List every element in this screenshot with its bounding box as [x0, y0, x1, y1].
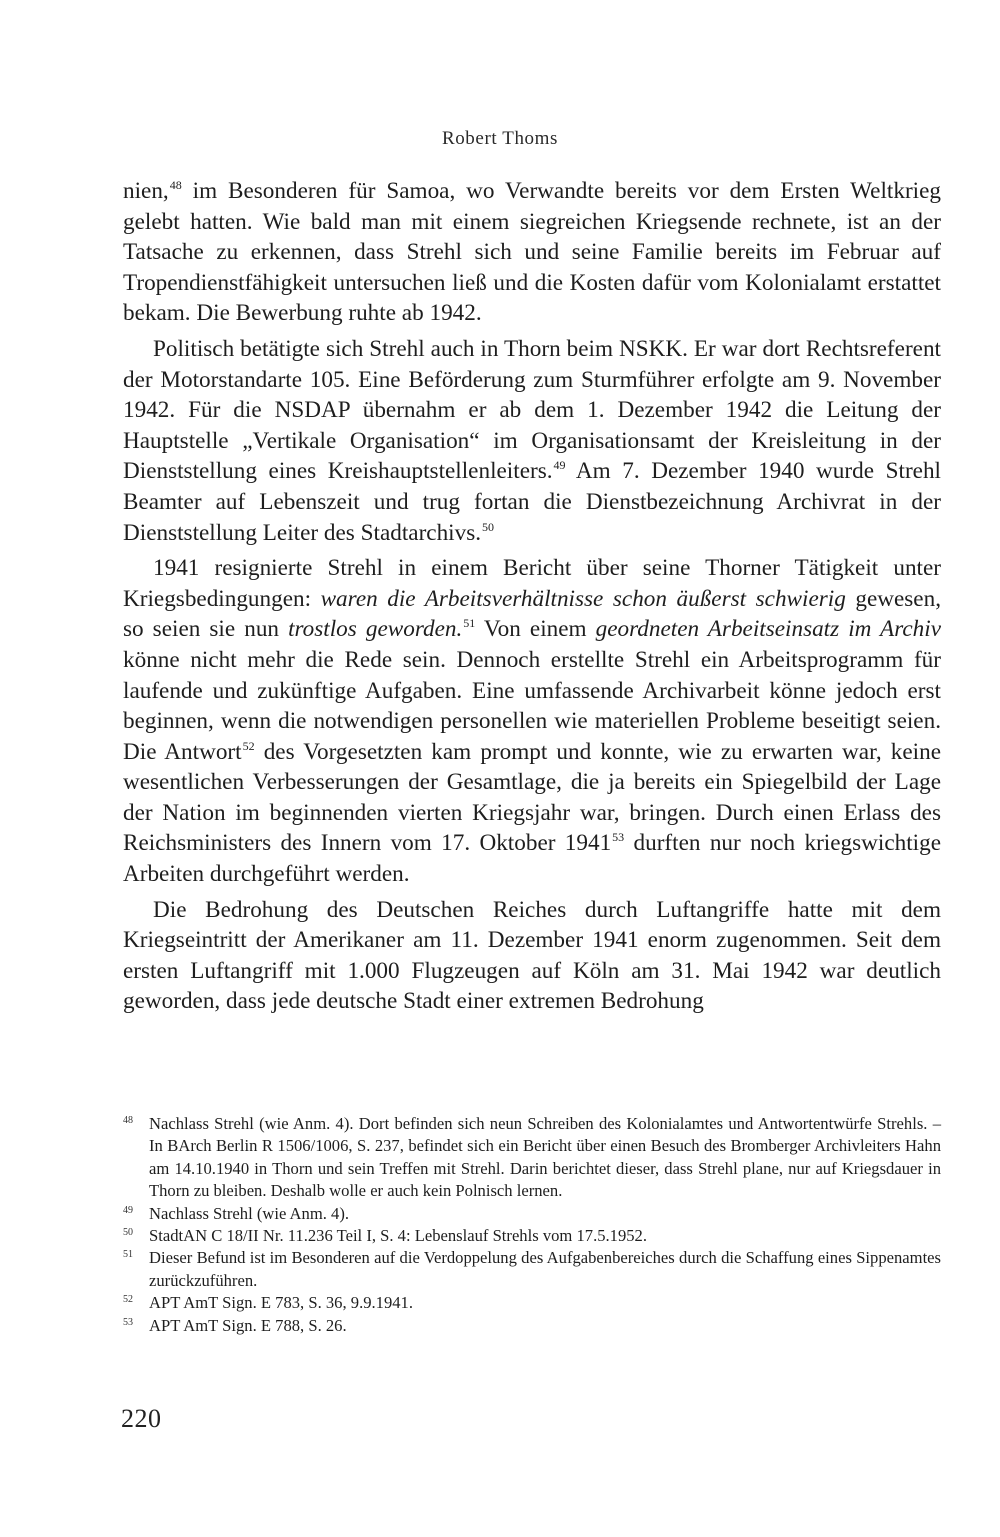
- footnotes-section: [123, 1113, 941, 1337]
- italic-quote: trostlos geworden.: [288, 616, 463, 643]
- text-span: des Vorgesetzten kam prompt und konnte, wie zu erwarten war, keine wesentlichen Verbesserungen der Gesamtlage, die ja bereits ein Spiegelbild der Lage der Nation im beginnenden vierten Kriegsjahr war, bringen. Durch einen Erlass des Reichsministers des Innern vom 17. Oktober 1941: [123, 738, 941, 857]
- footnote-ref-49[interactable]: 49: [553, 458, 566, 473]
- text-span: Politisch betätigte sich Strehl auch in Thorn beim NSKK. Er war dort Rechtsreferent der Motorstandarte 105. Eine Beförderung zum Sturmführer erfolgte am 9. November 1942. Für die NSDAP übernahm er ab dem 1. Dezember 1942 die Leitung der Hauptstelle „Vertikale Organisation“ im Organisationsamt der Kreisleitung in der Dienststellung eines Kreishauptstellenleiters.: [123, 335, 941, 485]
- footnote-number: 49: [123, 1204, 133, 1216]
- footnote-ref-50[interactable]: 50: [482, 519, 495, 534]
- paragraph-3: [123, 553, 941, 890]
- footnote-53: [123, 1315, 941, 1337]
- footnote-ref-48[interactable]: 48: [169, 178, 182, 192]
- italic-quote: geordneten Arbeitseinsatz im Archiv: [595, 616, 941, 643]
- footnote-text: APT AmT Sign. E 783, S. 36, 9.9.1941.: [149, 1293, 414, 1313]
- text-span: 1941 resignierte Strehl in einem Bericht über seine Thorner Tätigkeit unter Kriegsbedingungen:: [123, 555, 941, 612]
- footnote-number: 53: [123, 1316, 133, 1328]
- footnote-text: Nachlass Strehl (wie Anm. 4). Dort befinden sich neun Schreiben des Kolonialamtes und Antwortentwürfe Strehls. – In BArch Berlin R 1506/1006, S. 237, befindet sich ein Bericht über einen Besuch des Bromberger Archivleiters Hahn am 14.10.1940 in Thorn und sein Treffen mit Strehl. Darin berichtet dieser, dass Strehl plane, nur auf Kriegsdauer in Thorn zu bleiben. Deshalb wolle er auch kein Polnisch lernen.: [149, 1114, 941, 1201]
- text-span: Von einem: [475, 616, 596, 643]
- italic-quote: waren die Arbeitsverhältnisse schon äußerst schwierig: [320, 585, 846, 612]
- text-span: durften nur noch kriegswichtige Arbeiten durchgeführt werden.: [123, 830, 941, 888]
- page-number: 220: [121, 1404, 162, 1433]
- footnote-number: 52: [123, 1294, 133, 1306]
- text-span: könne nicht mehr die Rede sein. Dennoch erstellte Strehl ein Arbeitsprogramm für laufende und zukünftige Aufgaben. Eine umfassende Archivarbeit könne jedoch erst beginnen, wenn die notwendigen personellen wie materiellen Probleme beseitigt seien. Die Antwort: [123, 646, 941, 765]
- running-head-author: Robert Thoms: [441, 128, 559, 149]
- footnote-49: [123, 1203, 941, 1225]
- text-span: gewesen, so seien sie nun: [123, 585, 941, 643]
- text-span: nien,: [123, 178, 169, 204]
- footnote-51: [123, 1247, 941, 1292]
- text-span: Die Bedrohung des Deutschen Reiches durch Luftangriffe hatte mit dem Kriegseintritt der Amerikaner am 11. Dezember 1941 enorm zugenommen. Seit dem ersten Luftangriff mit 1.000 Flugzeugen auf Köln am 31. Mai 1942 war deutlich geworden, dass jede deutsche Stadt einer extremen Bedrohung: [123, 896, 941, 1015]
- footnote-ref-52[interactable]: 52: [242, 738, 255, 753]
- main-text: [123, 176, 941, 1017]
- footnote-52: [123, 1292, 941, 1314]
- footnote-50: [123, 1225, 941, 1247]
- footnote-number: 48: [123, 1115, 133, 1126]
- paragraph-4: [123, 895, 941, 1017]
- footnote-48: [123, 1113, 941, 1203]
- paragraph-2: [123, 334, 941, 548]
- footnote-text: APT AmT Sign. E 788, S. 26.: [149, 1315, 347, 1335]
- paragraph-1: [123, 176, 941, 329]
- footnote-text: Nachlass Strehl (wie Anm. 4).: [149, 1203, 350, 1223]
- footnote-ref-51[interactable]: 51: [463, 616, 476, 631]
- text-span: Am 7. Dezember 1940 wurde Strehl Beamter auf Lebenszeit und trug fortan die Dienstbezeichnung Archivrat in der Dienststellung Leiter des Stadtarchivs.: [123, 458, 941, 546]
- footnote-number: 51: [123, 1249, 133, 1261]
- footnote-number: 50: [123, 1227, 133, 1239]
- footnote-text: StadtAN C 18/II Nr. 11.236 Teil I, S. 4: Lebenslauf Strehls vom 17.5.1952.: [149, 1226, 647, 1246]
- text-span: im Besonderen für Samoa, wo Verwandte bereits vor dem Ersten Weltkrieg gelebt hatten. Wie bald man mit einem siegreichen Kriegsende rechnete, ist an der Tatsache zu erkennen, dass Strehl sich und seine Familie bereits im Februar auf Tropendienstfähigkeit untersuchen ließ und die Kosten dafür vom Kolonialamt erstattet bekam. Die Bewerbung ruhte ab 1942.: [123, 178, 941, 327]
- footnote-ref-53[interactable]: 53: [612, 830, 625, 845]
- footnote-text: Dieser Befund ist im Besonderen auf die Verdoppelung des Aufgabenbereiches durch die Schaffung eines Sippenamtes zurückzuführen.: [149, 1248, 941, 1290]
